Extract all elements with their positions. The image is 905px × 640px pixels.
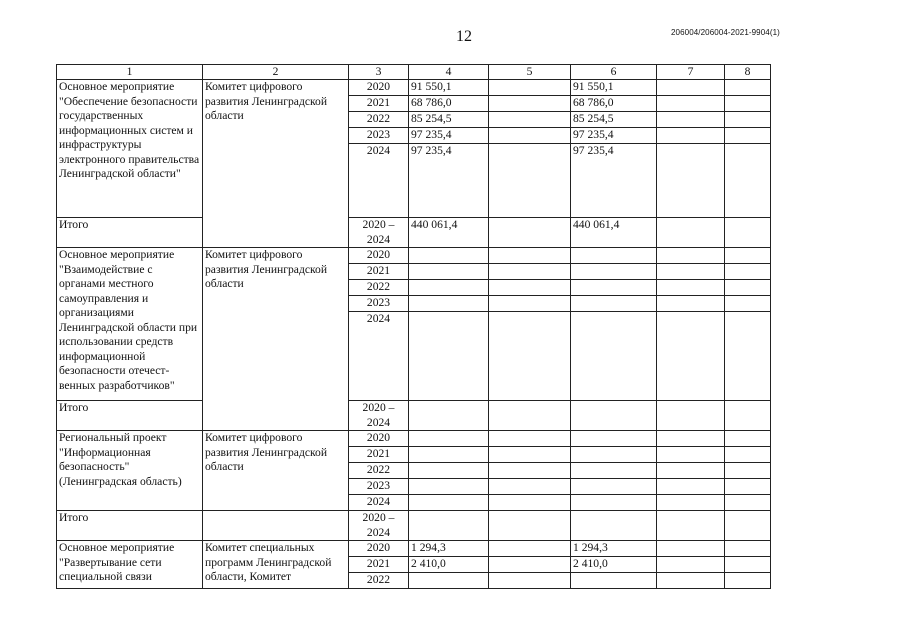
value-cell [409, 573, 489, 589]
value-cell [571, 431, 657, 447]
total-value: 440 061,4 [571, 218, 657, 248]
column-header-row [57, 65, 771, 80]
value-cell [489, 557, 571, 573]
total-period: 2020 – 2024 [349, 401, 409, 431]
value-cell [409, 264, 489, 280]
value-cell [725, 112, 771, 128]
executor-name: Комитет цифрового развития Ленинградской области [203, 431, 349, 511]
total-value [489, 511, 571, 541]
year-cell: 2020 [349, 80, 409, 96]
value-cell [409, 463, 489, 479]
year-cell: 2022 [349, 280, 409, 296]
value-cell [571, 312, 657, 401]
value-cell [657, 96, 725, 112]
value-cell [657, 280, 725, 296]
value-cell [725, 495, 771, 511]
value-cell [489, 248, 571, 264]
value-cell [657, 312, 725, 401]
year-cell: 2020 [349, 248, 409, 264]
value-cell: 91 550,1 [571, 80, 657, 96]
value-cell [657, 264, 725, 280]
value-cell: 85 254,5 [571, 112, 657, 128]
value-cell: 2 410,0 [571, 557, 657, 573]
value-cell [489, 280, 571, 296]
budget-table [56, 64, 771, 589]
value-cell [489, 541, 571, 557]
value-cell [409, 248, 489, 264]
year-cell: 2023 [349, 479, 409, 495]
year-cell: 2021 [349, 264, 409, 280]
value-cell [725, 463, 771, 479]
total-value [657, 511, 725, 541]
total-value [571, 401, 657, 431]
value-cell [571, 573, 657, 589]
total-label: Итого [57, 511, 203, 541]
total-value [725, 511, 771, 541]
value-cell [725, 431, 771, 447]
column-header: 5 [489, 65, 571, 80]
value-cell [657, 541, 725, 557]
value-cell [657, 144, 725, 218]
value-cell: 97 235,4 [571, 128, 657, 144]
value-cell: 1 294,3 [409, 541, 489, 557]
total-label: Итого [57, 401, 203, 431]
value-cell: 1 294,3 [571, 541, 657, 557]
column-header: 7 [657, 65, 725, 80]
total-label: Итого [57, 218, 203, 248]
value-cell [571, 447, 657, 463]
total-value [409, 401, 489, 431]
value-cell [409, 479, 489, 495]
page-number: 12 [456, 28, 472, 45]
activity-name: Основное мероприятие "Взаимодействие с органами местного самоуправления и организациями Ленинградской области при использовании средств информационной безопасности отечест- венных разработчиков" [57, 248, 203, 401]
value-cell [725, 296, 771, 312]
value-cell [571, 463, 657, 479]
total-value: 440 061,4 [409, 218, 489, 248]
value-cell [725, 80, 771, 96]
value-cell [489, 296, 571, 312]
total-value [725, 401, 771, 431]
value-cell [489, 495, 571, 511]
value-cell [571, 248, 657, 264]
value-cell [725, 479, 771, 495]
value-cell [489, 80, 571, 96]
value-cell [657, 463, 725, 479]
total-period: 2020 – 2024 [349, 511, 409, 541]
activity-name: Основное мероприятие "Обеспечение безопасности государственных информационных систем и инфраструктуры электронного правительства Ленинградской области" [57, 80, 203, 218]
value-cell [657, 128, 725, 144]
year-cell: 2023 [349, 128, 409, 144]
total-value [571, 511, 657, 541]
year-cell: 2021 [349, 447, 409, 463]
value-cell [489, 128, 571, 144]
executor-name: Комитет цифрового развития Ленинградской области [203, 80, 349, 248]
value-cell [725, 280, 771, 296]
value-cell [725, 264, 771, 280]
value-cell [489, 264, 571, 280]
year-cell: 2021 [349, 557, 409, 573]
value-cell [725, 96, 771, 112]
year-cell: 2022 [349, 573, 409, 589]
value-cell [571, 264, 657, 280]
value-cell [657, 557, 725, 573]
value-cell [571, 280, 657, 296]
value-cell [571, 479, 657, 495]
total-row [57, 218, 771, 248]
total-row [57, 401, 771, 431]
value-cell [725, 144, 771, 218]
value-cell [489, 312, 571, 401]
column-header: 1 [57, 65, 203, 80]
year-cell: 2022 [349, 463, 409, 479]
year-cell: 2024 [349, 144, 409, 218]
value-cell [409, 447, 489, 463]
value-cell: 97 235,4 [571, 144, 657, 218]
total-value [657, 401, 725, 431]
year-cell: 2020 [349, 541, 409, 557]
value-cell [489, 479, 571, 495]
column-header: 8 [725, 65, 771, 80]
value-cell [489, 144, 571, 218]
activity-name: Региональный проект "Информационная безопасность" (Ленинградская область) [57, 431, 203, 511]
column-header: 6 [571, 65, 657, 80]
value-cell [725, 128, 771, 144]
value-cell: 68 786,0 [571, 96, 657, 112]
year-cell: 2022 [349, 112, 409, 128]
value-cell [657, 447, 725, 463]
value-cell [725, 248, 771, 264]
value-cell [409, 280, 489, 296]
value-cell [725, 447, 771, 463]
year-cell: 2020 [349, 431, 409, 447]
value-cell [489, 96, 571, 112]
value-cell [409, 431, 489, 447]
executor-name: Комитет специальных программ Ленинградской области, Комитет [203, 541, 349, 589]
document-id: 206004/206004-2021-9904(1) [671, 28, 780, 37]
value-cell [657, 112, 725, 128]
value-cell: 2 410,0 [409, 557, 489, 573]
value-cell [657, 248, 725, 264]
value-cell [489, 463, 571, 479]
column-header: 4 [409, 65, 489, 80]
value-cell [657, 573, 725, 589]
table-row [57, 431, 771, 447]
total-value [725, 218, 771, 248]
value-cell [489, 112, 571, 128]
column-header: 3 [349, 65, 409, 80]
year-cell: 2024 [349, 312, 409, 401]
value-cell [489, 447, 571, 463]
value-cell: 68 786,0 [409, 96, 489, 112]
value-cell [571, 495, 657, 511]
executor-name: Комитет цифрового развития Ленинградской области [203, 248, 349, 431]
year-cell: 2024 [349, 495, 409, 511]
total-value [489, 401, 571, 431]
executor-name [203, 511, 349, 541]
year-cell: 2021 [349, 96, 409, 112]
value-cell [409, 495, 489, 511]
column-header: 2 [203, 65, 349, 80]
value-cell [409, 296, 489, 312]
value-cell: 97 235,4 [409, 128, 489, 144]
value-cell [725, 557, 771, 573]
value-cell [725, 312, 771, 401]
value-cell [725, 573, 771, 589]
value-cell [657, 80, 725, 96]
year-cell: 2023 [349, 296, 409, 312]
total-value [657, 218, 725, 248]
value-cell [489, 573, 571, 589]
table-row [57, 80, 771, 96]
total-value [489, 218, 571, 248]
value-cell [409, 312, 489, 401]
table-row [57, 248, 771, 264]
value-cell [657, 495, 725, 511]
value-cell [657, 296, 725, 312]
activity-name: Основное мероприятие "Развертывание сети специальной связи [57, 541, 203, 589]
table-row [57, 541, 771, 557]
total-value [409, 511, 489, 541]
value-cell [725, 541, 771, 557]
value-cell [657, 479, 725, 495]
total-row [57, 511, 771, 541]
value-cell [657, 431, 725, 447]
value-cell: 85 254,5 [409, 112, 489, 128]
value-cell [571, 296, 657, 312]
value-cell [489, 431, 571, 447]
total-period: 2020 – 2024 [349, 218, 409, 248]
value-cell: 91 550,1 [409, 80, 489, 96]
value-cell: 97 235,4 [409, 144, 489, 218]
